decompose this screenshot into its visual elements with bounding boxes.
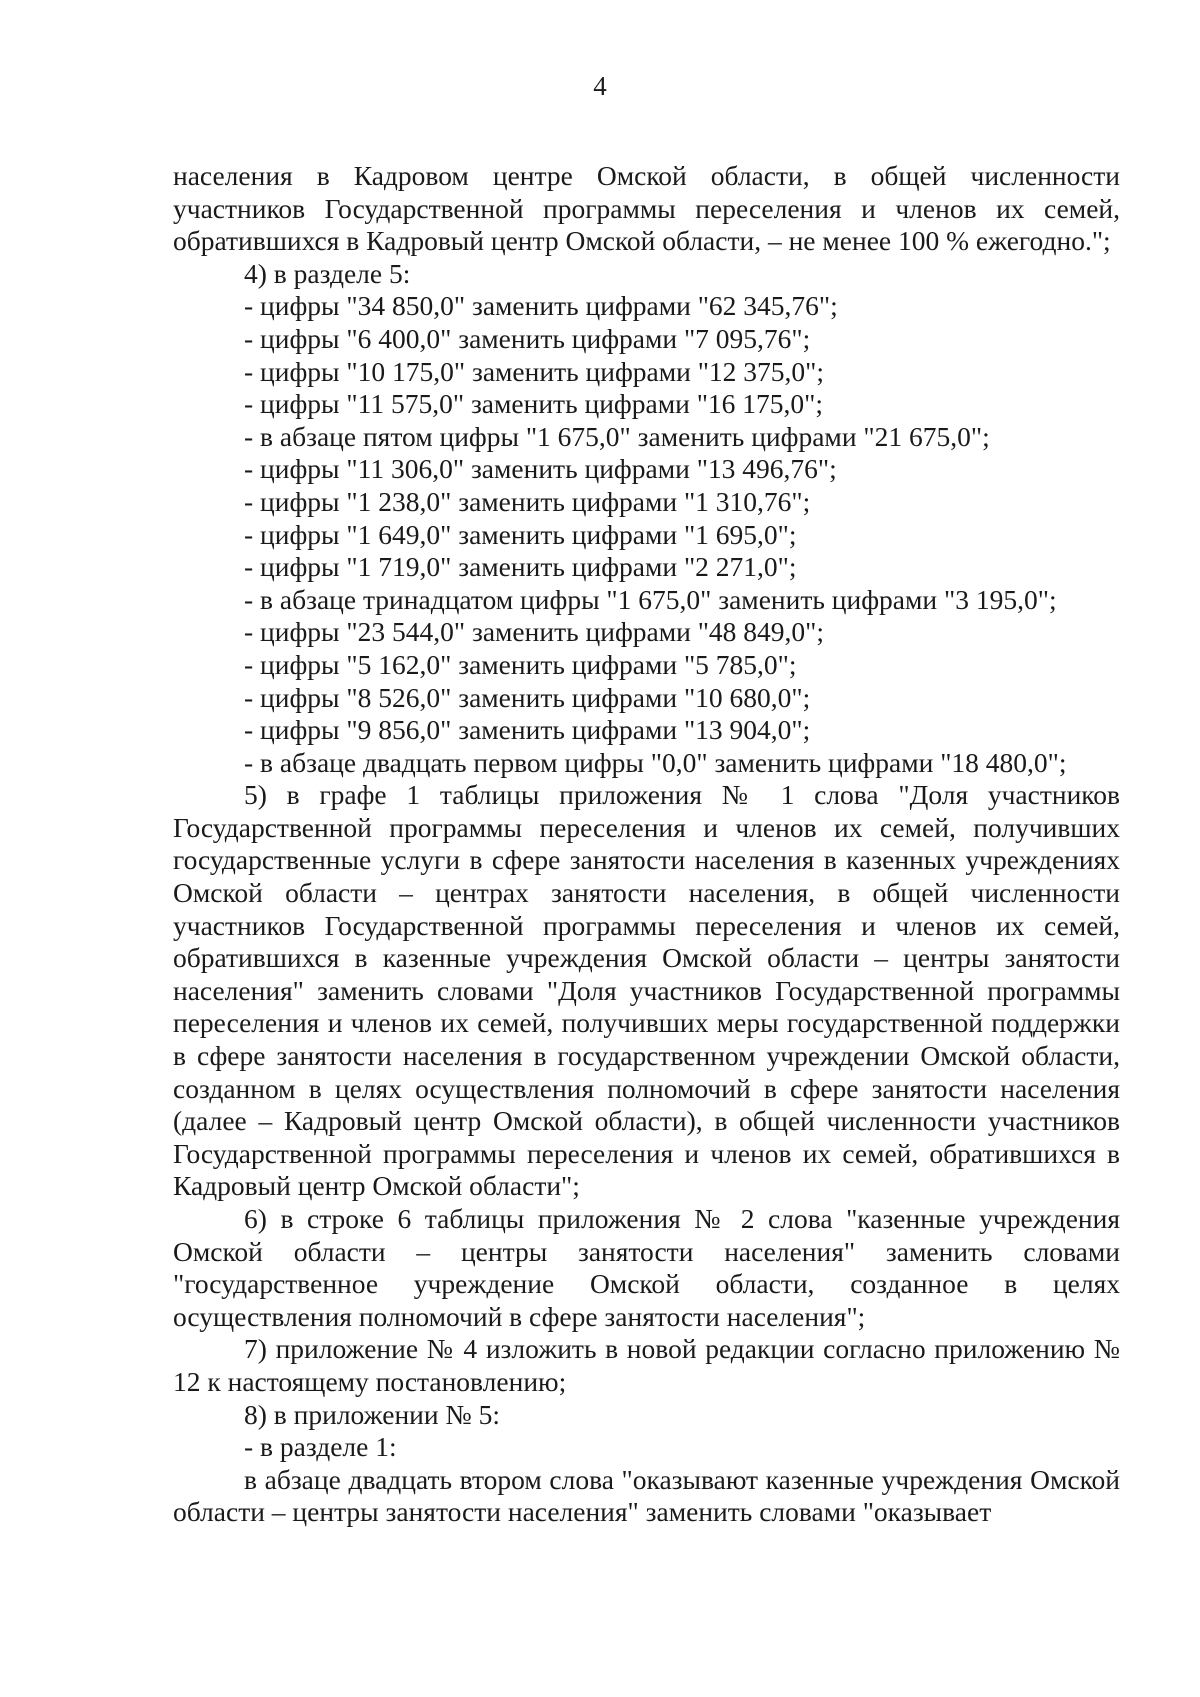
section-4-item: - цифры "23 544,0" заменить цифрами "48 849,0"; (244, 616, 825, 648)
section-8-heading: 8) в приложении № 5: (244, 1398, 500, 1430)
section-4-item: - в абзаце пятом цифры "1 675,0" заменить цифрами "21 675,0"; (244, 420, 990, 452)
section-8-paragraph: в абзаце двадцать втором слова "оказывают казенные учреждения Омской области – центры занятости населения" заменить словами "оказывает (173, 1463, 1120, 1528)
section-7-paragraph: 7) приложение № 4 изложить в новой редакции согласно приложению № 12 к настоящему постановлению; (173, 1333, 1120, 1397)
section-4-item: - цифры "8 526,0" заменить цифрами "10 680,0"; (244, 681, 811, 713)
document-body (173, 160, 1120, 1529)
section-4-item: - цифры "9 856,0" заменить цифрами "13 904,0"; (244, 714, 811, 746)
section-4-item: - цифры "34 850,0" заменить цифрами "62 345,76"; (244, 290, 838, 322)
section-4-item: - цифры "11 306,0" заменить цифрами "13 496,76"; (244, 453, 837, 485)
section-5-paragraph: 5) в графе 1 таблицы приложения № 1 слова "Доля участников Государственной программы переселения и членов их семей, получивших государственные услуги в сфере занятости населения в казенных учреждениях Омской области – центрах занятости населения, в общей численности участников Государственной программы переселения и членов их семей, обратившихся в казенные учреждения Омской области – центры занятости населения" заменить словами "Доля участников Государственной программы переселения и членов их семей, получивших меры государственной поддержки в сфере занятости населения в государственном учреждении Омской области, созданном в целях осуществления полномочий в сфере занятости населения (далее – Кадровый центр Омской области), в общей численности участников Государственной программы переселения и членов их семей, обратившихся в Кадровый центр Омской области"; (173, 779, 1120, 1202)
section-4-item: - в абзаце тринадцатом цифры "1 675,0" заменить цифрами "3 195,0"; (244, 583, 1057, 615)
section-8-subheading: - в разделе 1: (244, 1431, 397, 1463)
section-4-item: - цифры "1 719,0" заменить цифрами "2 271,0"; (244, 551, 797, 583)
section-6-paragraph: 6) в строке 6 таблицы приложения № 2 слова "казенные учреждения Омской области – центры занятости населения" заменить словами "государственное учреждение Омской области, созданное в целях осуществления полномочий в сфере занятости населения"; (173, 1203, 1120, 1332)
page-number: 4 (593, 71, 607, 101)
section-4-item: - цифры "10 175,0" заменить цифрами "12 375,0"; (244, 355, 825, 387)
intro-paragraph: населения в Кадровом центре Омской области, в общей численности участников Государственной программы переселения и членов их семей, обратившихся в Кадровый центр Омской области, – не менее 100 % ежегодно."; (173, 160, 1120, 257)
section-4-item: - цифры "5 162,0" заменить цифрами "5 785,0"; (244, 648, 797, 680)
section-4-item: - цифры "1 649,0" заменить цифрами "1 695,0"; (244, 518, 797, 550)
section-4-item: - цифры "6 400,0" заменить цифрами "7 095,76"; (244, 322, 811, 354)
section-4-heading: 4) в разделе 5: (244, 257, 411, 289)
section-4-item: - в абзаце двадцать первом цифры "0,0" заменить цифрами "18 480,0"; (244, 746, 1067, 778)
section-4-item: - цифры "11 575,0" заменить цифрами "16 175,0"; (244, 388, 824, 420)
section-4-item: - цифры "1 238,0" заменить цифрами "1 310,76"; (244, 485, 811, 517)
